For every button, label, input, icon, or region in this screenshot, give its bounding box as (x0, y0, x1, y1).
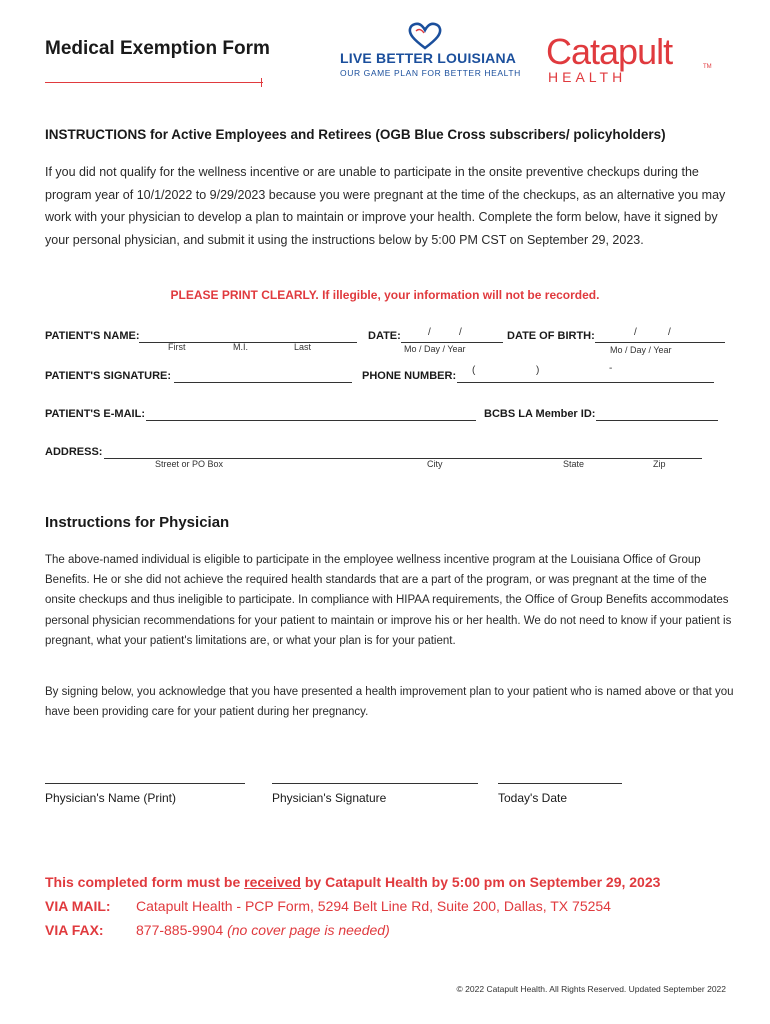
fax-number: 877-885-9904 (136, 922, 228, 938)
heart-icon (407, 22, 443, 50)
catapult-health-logo (546, 31, 716, 94)
name-first-hint: First (168, 342, 186, 352)
physician-signature-field[interactable] (272, 783, 478, 784)
live-better-louisiana-logo (340, 22, 521, 84)
address-label: ADDRESS: (45, 446, 103, 458)
address-state-hint: State (563, 459, 585, 469)
patient-signature-label: PATIENT'S SIGNATURE: (45, 370, 172, 382)
date-format-hint: Mo / Day / Year (404, 344, 466, 354)
date-slash-2: / (459, 327, 462, 338)
lbl-logo-tagline: OUR GAME PLAN FOR BETTER HEALTH (340, 68, 521, 78)
print-clearly-note: PLEASE PRINT CLEARLY. If illegible, your information will not be recorded. (170, 288, 600, 302)
instructions-heading: INSTRUCTIONS for Active Employees and Retirees (OGB Blue Cross subscribers/ policyholders) (45, 127, 666, 142)
physician-name-label: Physician's Name (Print) (45, 791, 176, 805)
catapult-logo-tm: TM (703, 64, 712, 70)
received-word: received (244, 874, 301, 890)
form-title: Medical Exemption Form (45, 38, 270, 59)
name-mi-hint: M.I. (233, 342, 248, 352)
date-slash-1: / (428, 327, 431, 338)
physician-signature-label: Physician's Signature (272, 791, 387, 805)
received-pre: This completed form must be (45, 874, 245, 890)
patient-email-field[interactable] (146, 420, 476, 421)
catapult-logo-name: Catapult (546, 31, 673, 72)
title-divider-tick (261, 78, 262, 87)
patient-name-label: PATIENT'S NAME: (45, 330, 140, 342)
catapult-logo-sub: HEALTH (548, 69, 627, 85)
patient-signature-field[interactable] (174, 382, 352, 383)
todays-date-field[interactable] (498, 783, 622, 784)
phone-close-paren: ) (536, 365, 540, 376)
date-label: DATE: (368, 330, 401, 342)
footer-copyright: © 2022 Catapult Health. All Rights Reserved. Updated September 2022 (456, 984, 726, 994)
dob-field[interactable] (595, 342, 725, 343)
via-mail-address: Catapult Health - PCP Form, 5294 Belt Line Rd, Suite 200, Dallas, TX 75254 (136, 898, 611, 914)
address-zip-hint: Zip (653, 459, 666, 469)
name-last-hint: Last (294, 342, 312, 352)
lbl-logo-name: LIVE BETTER LOUISIANA (340, 50, 517, 66)
physician-body-1: The above-named individual is eligible to participate in the employee wellness incentive program at the Louisiana Office of Group Benefits. He or she did not achieve the required health standards that are a part of the program, or was pregnant at the time of the onsite checkups and thus ineligible to participate. In compliance with HIPAA requirements, the Office of Group Benefits accommodates personal physician recommendations for your patient to maintain or improve his or her health. We do not need to know if your patient is pregnant, what your patient's limitations are, or what your plan is for your patient. (45, 554, 732, 647)
dob-slash-1: / (634, 327, 637, 338)
address-city-hint: City (427, 459, 443, 469)
phone-dash: - (609, 363, 613, 374)
todays-date-label: Today's Date (498, 791, 567, 805)
instructions-body: If you did not qualify for the wellness incentive or are unable to participate in the onsite preventive checkups during the program year of 10/1/2022 to 9/29/2023 because you were pregnant at the time of the checkups, as an alternative you may work with your physician to develop a plan to maintain or improve your health. Complete the form below, have it signed by your personal physician, and submit it using the instructions below by 5:00 PM CST on September 29, 2023. (45, 165, 726, 247)
via-fax-value (136, 922, 390, 938)
physician-name-field[interactable] (45, 783, 245, 784)
patient-email-label: PATIENT'S E-MAIL: (45, 408, 145, 420)
physician-body-2: By signing below, you acknowledge that you have presented a health improvement plan to your patient who is named above or that you have been providing care for your patient during her pregnancy. (45, 686, 734, 719)
phone-open-paren: ( (472, 365, 476, 376)
bcbs-member-id-field[interactable] (596, 420, 718, 421)
dob-slash-2: / (668, 327, 671, 338)
phone-field[interactable] (457, 382, 714, 383)
received-post: by Catapult Health by 5:00 pm on September 29, 2023 (300, 874, 661, 890)
date-field[interactable] (401, 342, 503, 343)
received-deadline (45, 874, 660, 890)
via-fax-label: VIA FAX: (45, 922, 104, 938)
physician-heading: Instructions for Physician (45, 514, 230, 531)
dob-format-hint: Mo / Day / Year (610, 345, 672, 355)
via-mail-label: VIA MAIL: (45, 898, 111, 914)
fax-note: (no cover page is needed) (227, 922, 390, 938)
bcbs-member-id-label: BCBS LA Member ID: (484, 408, 596, 420)
dob-label: DATE OF BIRTH: (507, 330, 595, 342)
address-street-hint: Street or PO Box (155, 459, 224, 469)
phone-label: PHONE NUMBER: (362, 370, 457, 382)
title-divider (45, 82, 263, 83)
